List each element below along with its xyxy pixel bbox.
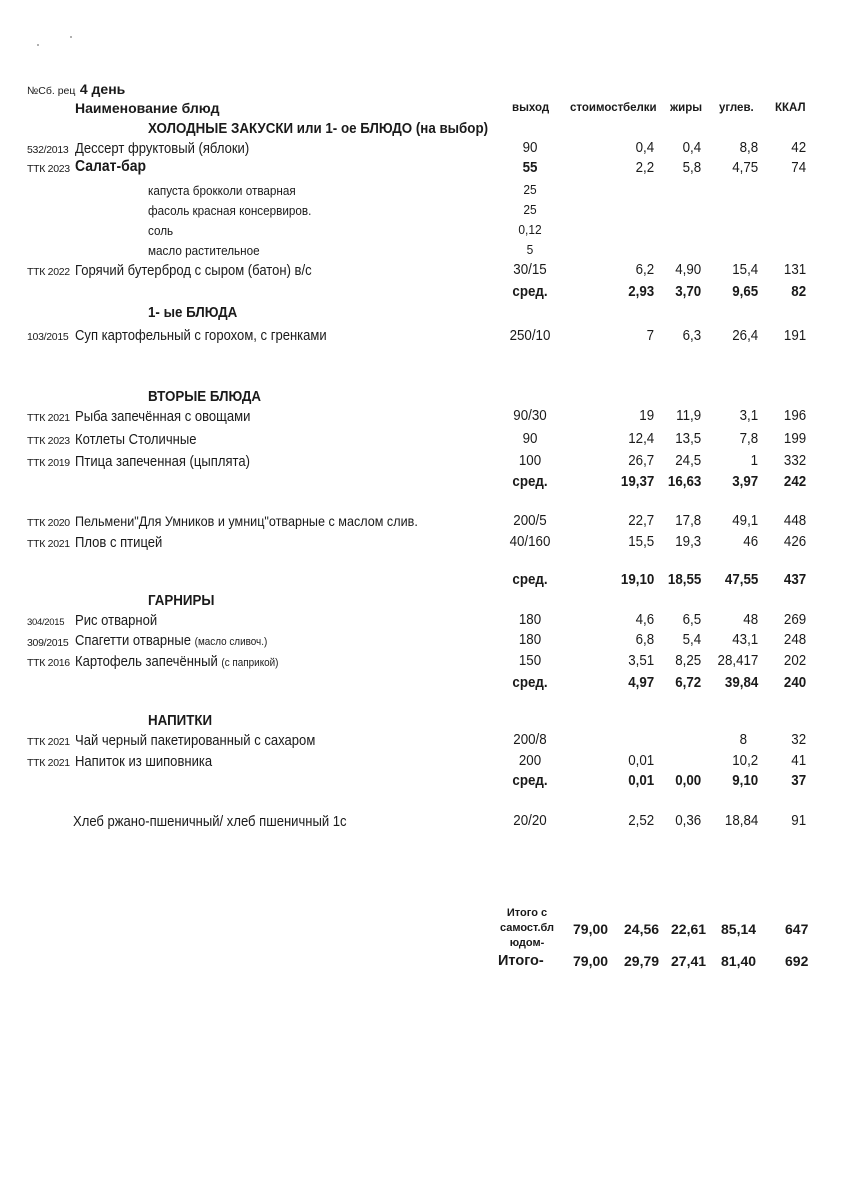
carbs-avg: 9,10: [732, 773, 758, 789]
protein-avg: 4,97: [628, 675, 654, 691]
output-value: 180: [518, 632, 542, 648]
carbs-value: 46: [743, 534, 758, 550]
kcal-value: 74: [791, 160, 806, 176]
kcal-value: 332: [783, 453, 806, 469]
dish-name: Картофель запечённый (с паприкой): [75, 654, 279, 670]
fat-value: 17,8: [675, 513, 701, 529]
carbs-value: 49,1: [732, 513, 758, 529]
kcal-value: 202: [783, 653, 806, 669]
output-value: 90/30: [513, 408, 547, 424]
fat-avg: 3,70: [675, 284, 701, 300]
protein-value: 19: [639, 408, 654, 424]
carbs-value: 1: [750, 453, 758, 469]
protein-value: 4,6: [635, 612, 654, 628]
ingredient-output: 0,12: [518, 222, 542, 237]
dish-name: Котлеты Столичные: [75, 432, 197, 448]
carbs-value: 48: [743, 612, 758, 628]
kcal-value: 199: [783, 431, 806, 447]
output-value: 90: [522, 140, 538, 156]
carbs-value: 4,75: [732, 160, 758, 176]
total-self-cost: 79,00: [573, 921, 609, 937]
carbs-avg: 9,65: [732, 284, 758, 300]
dish-name: Спагетти отварные (масло сливоч.): [75, 633, 268, 649]
fat-value: 6,5: [682, 612, 701, 628]
protein-avg: 2,93: [628, 284, 654, 300]
average-label: сред.: [512, 572, 548, 588]
dish-name: Рис отварной: [75, 613, 158, 629]
fat-value: 19,3: [675, 534, 701, 550]
fat-value: 8,25: [675, 653, 701, 669]
carbs-value: 15,4: [732, 262, 758, 278]
total-self-protein: 24,56: [624, 921, 660, 937]
fat-value: 5,4: [682, 632, 701, 648]
fat-avg: 6,72: [675, 675, 701, 691]
recipe-code: 304/2015: [27, 617, 65, 628]
fat-avg: 0,00: [675, 773, 701, 789]
kcal-value: 248: [783, 632, 806, 648]
total-protein: 29,79: [624, 953, 660, 969]
section-title-cold: ХОЛОДНЫЕ ЗАКУСКИ или 1- ое БЛЮДО (на выбор): [148, 121, 489, 137]
output-value: 250/10: [509, 328, 551, 344]
kcal-avg: 37: [791, 773, 806, 789]
output-value: 30/15: [513, 262, 547, 278]
average-label: сред.: [512, 284, 548, 300]
column-header-output: выход: [512, 102, 550, 114]
dish-name: Плов с птицей: [75, 535, 163, 551]
total-kcal: 692: [785, 953, 809, 969]
carbs-avg: 39,84: [724, 675, 758, 691]
recipe-code: ТТК 2021: [27, 736, 70, 748]
output-value: 55: [522, 160, 538, 176]
carbs-value: 28,417: [717, 653, 758, 669]
total-self-carbs: 85,14: [721, 921, 757, 937]
ingredient-output: 5: [526, 242, 534, 257]
carbs-value: 10,2: [732, 753, 758, 769]
column-header-protein: белки: [623, 102, 657, 114]
protein-avg: 19,10: [620, 572, 654, 588]
column-header-cost: стоимост: [570, 102, 624, 114]
carbs-avg: 47,55: [724, 572, 758, 588]
dish-name: Салат-бар: [75, 158, 147, 175]
kcal-value: 196: [783, 408, 806, 424]
ingredient-name: масло растительное: [148, 243, 260, 258]
dish-name: Пельмени"Для Умников и умниц"отварные с маслом слив.: [75, 513, 418, 529]
protein-value: 0,4: [635, 140, 654, 156]
average-label: сред.: [512, 675, 548, 691]
protein-value: 6,2: [635, 262, 654, 278]
output-value: 100: [518, 453, 542, 469]
output-value: 180: [518, 612, 542, 628]
kcal-value: 191: [783, 328, 806, 344]
carbs-value: 26,4: [732, 328, 758, 344]
fat-value: 13,5: [675, 431, 701, 447]
kcal-value: 131: [783, 262, 806, 278]
section-title-second-courses: ВТОРЫЕ БЛЮДА: [148, 389, 262, 405]
total-self-kcal: 647: [785, 921, 809, 937]
protein-value: 22,7: [628, 513, 654, 529]
protein-value: 2,52: [628, 813, 654, 829]
totals-self-label: Итого с самост.бл юдом-: [499, 907, 555, 949]
recipe-code: ТТК 2020: [27, 517, 70, 529]
protein-value: 26,7: [628, 453, 654, 469]
recipe-code: ТТК 2021: [27, 412, 70, 424]
output-value: 40/160: [509, 534, 551, 550]
carbs-value: 7,8: [739, 431, 758, 447]
output-value: 90: [522, 431, 538, 447]
kcal-avg: 437: [783, 572, 806, 588]
dish-name: Горячий бутерброд с сыром (батон) в/с: [75, 263, 312, 279]
total-carbs: 81,40: [721, 953, 757, 969]
menu-header: [27, 81, 125, 99]
fat-value: 11,9: [676, 408, 701, 424]
carbs-value: 3,1: [739, 408, 758, 424]
recipe-code: ТТК 2016: [27, 657, 70, 669]
kcal-value: 269: [783, 612, 806, 628]
protein-value: 2,2: [635, 160, 654, 176]
recipe-code: ТТК 2023: [27, 435, 70, 447]
fat-value: 0,36: [675, 813, 701, 829]
ingredient-output: 25: [523, 202, 537, 217]
carbs-value: 8,8: [739, 140, 758, 156]
carbs-avg: 3,97: [732, 474, 758, 490]
protein-value: 6,8: [635, 632, 654, 648]
kcal-value: 32: [791, 732, 806, 748]
column-header-kcal: ККАЛ: [775, 102, 806, 114]
output-value: 150: [518, 653, 542, 669]
ingredient-output: 25: [523, 182, 537, 197]
recipe-code: ТТК 2019: [27, 457, 70, 469]
carbs-value: 18,84: [724, 813, 758, 829]
fat-value: 24,5: [675, 453, 701, 469]
section-title-drinks: НАПИТКИ: [148, 713, 213, 729]
dish-name: Напиток из шиповника: [75, 754, 213, 770]
dish-name: Чай черный пакетированный с сахаром: [75, 733, 316, 749]
dish-name: Дессерт фруктовый (яблоки): [75, 141, 250, 157]
kcal-avg: 82: [791, 284, 806, 300]
dish-name: Хлеб ржано-пшеничный/ хлеб пшеничный 1с: [73, 814, 347, 830]
recipe-code: ТТК 2022: [27, 266, 70, 278]
recipe-book-label: №Сб. рец: [27, 85, 76, 97]
total-self-fat: 22,61: [671, 921, 707, 937]
output-value: 200/8: [513, 732, 547, 748]
ingredient-name: фасоль красная консервиров.: [148, 203, 312, 218]
carbs-value: 8: [739, 732, 747, 748]
recipe-code: 103/2015: [27, 331, 69, 343]
recipe-code: ТТК 2023: [27, 163, 70, 175]
column-header-carbs: углев.: [719, 102, 754, 114]
kcal-avg: 240: [783, 675, 806, 691]
scan-speck: [70, 36, 72, 38]
kcal-avg: 242: [783, 474, 806, 490]
fat-value: 5,8: [682, 160, 701, 176]
protein-avg: 0,01: [628, 773, 654, 789]
recipe-code: ТТК 2021: [27, 757, 70, 769]
kcal-value: 42: [791, 140, 806, 156]
totals-label: Итого-: [498, 953, 544, 969]
output-value: 20/20: [513, 813, 547, 829]
dish-name: Суп картофельный с горохом, с гренками: [75, 328, 327, 344]
fat-value: 0,4: [682, 140, 701, 156]
carbs-value: 43,1: [732, 632, 758, 648]
protein-avg: 19,37: [620, 474, 654, 490]
dish-name: Рыба запечённая с овощами: [75, 409, 251, 425]
protein-value: 7: [646, 328, 654, 344]
kcal-value: 426: [783, 534, 806, 550]
output-value: 200/5: [513, 513, 547, 529]
total-fat: 27,41: [671, 953, 707, 969]
fat-avg: 18,55: [667, 572, 701, 588]
fat-avg: 16,63: [667, 474, 701, 490]
scan-speck: [37, 44, 39, 46]
protein-value: 3,51: [628, 653, 654, 669]
dish-note: (с паприкой): [221, 657, 279, 669]
kcal-value: 41: [791, 753, 806, 769]
total-cost: 79,00: [573, 953, 609, 969]
dish-note: (масло сливоч.): [194, 636, 268, 648]
average-label: сред.: [512, 474, 548, 490]
recipe-code: 309/2015: [27, 637, 69, 649]
output-value: 200: [518, 753, 542, 769]
kcal-value: 91: [791, 813, 806, 829]
average-label: сред.: [512, 773, 548, 789]
ingredient-name: соль: [148, 223, 174, 238]
section-title-garnishes: ГАРНИРЫ: [148, 593, 215, 609]
fat-value: 4,90: [675, 262, 701, 278]
section-title-first-courses: 1- ые БЛЮДА: [148, 305, 238, 321]
protein-value: 0,01: [628, 753, 654, 769]
ingredient-name: капуста брокколи отварная: [148, 183, 296, 198]
protein-value: 12,4: [628, 431, 654, 447]
fat-value: 6,3: [682, 328, 701, 344]
recipe-code: ТТК 2021: [27, 538, 70, 550]
recipe-code: 532/2013: [27, 144, 69, 156]
kcal-value: 448: [783, 513, 806, 529]
dish-name: Птица запеченная (цыплята): [75, 454, 250, 470]
protein-value: 15,5: [628, 534, 654, 550]
column-header-name: Наименование блюд: [75, 100, 220, 116]
column-header-fat: жиры: [670, 102, 703, 114]
day-title: 4 день: [79, 81, 126, 97]
